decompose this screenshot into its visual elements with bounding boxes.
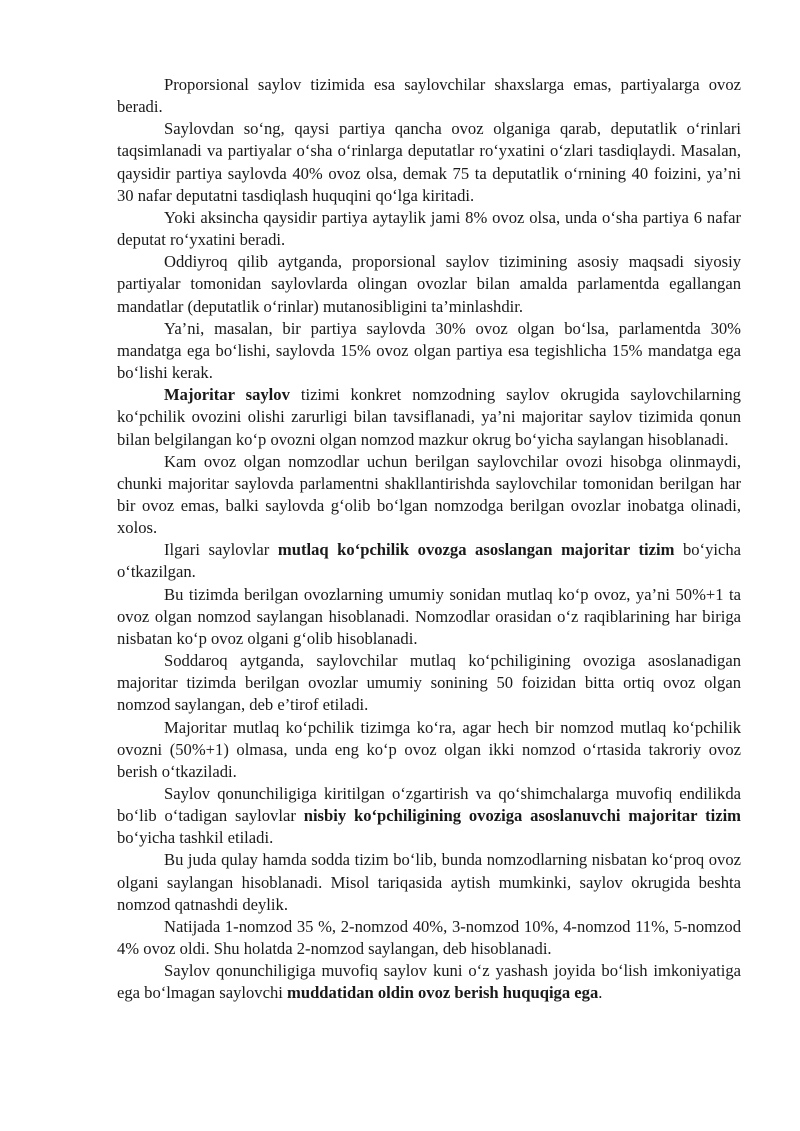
text-segment: tizimi konkret nomzodning saylov okrugida saylovchilarning ko‘pchilik ovozini olishi zarurligi bilan tavsiflanadi, ya’ni majoritar saylov tizimida qonun bilan belgilangan ko‘p ovozni olgan nomzod mazkur okrug bo‘yicha saylangan hisoblanadi. [117,385,741,449]
document-body [117,74,741,1005]
text-segment: Kam ovoz olgan nomzodlar uchun berilgan saylovchilar ovozi hisobga olinmaydi, chunki majoritar saylovda parlamentni shakllantirishda saylovchilar tomonidan berilgan har bir ovoz emas, balki saylovda g‘olib bo‘lgan nomzodga berilgan ovozlar inobatga olinadi, xolos. [117,451,741,538]
text-segment: Yoki aksincha qaysidir partiya aytaylik jami 8% ovoz olsa, unda o‘sha partiya 6 nafar deputat ro‘yxatini beradi. [117,207,741,250]
bold-term: nisbiy ko‘pchiligining ovoziga asoslanuvchi majoritar tizim [303,806,741,826]
text-segment: Saylovdan so‘ng, qaysi partiya qancha ovoz olganiga qarab, deputatlik o‘rinlari taqsimlanadi va partiyalar o‘sha o‘rinlarga deputatlar ro‘yxatini o‘zlari tasdiqlaydi. Masalan, qaysidir partiya saylovda 40% ovoz olsa, demak 75 ta deputatlik o‘rnining 40 foizini, ya’ni 30 nafar deputatni tasdiqlash huquqini qo‘lga kiritadi. [117,119,741,205]
paragraph [117,318,741,384]
paragraph [117,118,741,207]
bold-term: Majoritar saylov [164,385,290,405]
text-segment: Bu juda qulay hamda sodda tizim bo‘lib, bunda nomzodlarning nisbatan ko‘proq ovoz olgani saylangan hisoblanadi. Misol tariqasida aytish mumkinki, saylov okrugida beshta nomzod qatnashdi deylik. [117,850,741,914]
paragraph [117,783,741,849]
bold-term: muddatidan oldin ovoz berish huquqiga ega [287,983,599,1003]
text-segment: Saylov qonunchiligiga kiritilgan o‘zgartirish va qo‘shimchalarga muvofiq endilikda bo‘lib o‘tadigan saylovlar [117,784,741,826]
text-segment: . [598,983,603,1003]
text-segment: bo‘yicha tashkil etiladi. [117,828,274,848]
paragraph [117,539,741,583]
text-segment: bo‘yicha o‘tkazilgan. [117,540,742,582]
text-segment: Oddiyroq qilib aytganda, proporsional saylov tizimining asosiy maqsadi siyosiy partiyalar tomonidan saylovlarda olingan ovozlar bilan amalda parlamentda egallangan mandatlar (deputatlik o‘rinlar) mutanosibligini ta’minlashdir. [117,252,741,316]
text-segment: Majoritar mutlaq ko‘pchilik tizimga ko‘ra, agar hech bir nomzod mutlaq ko‘pchilik ovozni (50%+1) olmasa, unda eng ko‘p ovoz olgan ikki nomzod o‘rtasida takroriy ovoz berish o‘tkaziladi. [117,717,741,781]
paragraph [117,584,741,650]
text-segment: Saylov qonunchiligiga muvofiq saylov kuni o‘z yashash joyida bo‘lish imkoniyatiga ega bo‘lmagan saylovchi [117,961,741,1003]
paragraph [117,451,741,540]
paragraph [117,916,741,960]
paragraph [117,384,741,450]
text-segment: Ya’ni, masalan, bir partiya saylovda 30% ovoz olgan bo‘lsa, parlamentda 30% mandatga ega bo‘lishi, saylovda 15% ovoz olgan partiya esa tegishlicha 15% mandatga ega bo‘lishi kerak. [117,318,741,383]
paragraph [117,251,741,317]
paragraph [117,74,741,118]
paragraph [117,207,741,251]
paragraph [117,717,741,783]
paragraph [117,960,741,1004]
paragraph [117,849,741,915]
text-segment: Bu tizimda berilgan ovozlarning umumiy sonidan mutlaq ko‘p ovoz, ya’ni 50%+1 ta ovoz olgan nomzod saylangan hisoblanadi. Nomzodlar orasidan o‘z raqiblarining har biriga nisbatan ko‘p ovoz olgani g‘olib hisoblanadi. [117,584,741,648]
paragraph [117,650,741,716]
text-segment: Natijada 1-nomzod 35 %, 2-nomzod 40%, 3-nomzod 10%, 4-nomzod 11%, 5-nomzod 4% ovoz oldi. Shu holatda 2-nomzod saylangan, deb hisoblanadi. [117,916,741,959]
text-segment: Ilgari saylovlar [164,540,278,560]
text-segment: Proporsional saylov tizimida esa saylovchilar shaxslarga emas, partiyalarga ovoz beradi. [117,75,741,117]
bold-term: mutlaq ko‘pchilik ovozga asoslangan majoritar tizim [277,540,675,560]
text-segment: Soddaroq aytganda, saylovchilar mutlaq ko‘pchiligining ovoziga asoslanadigan majoritar tizimda berilgan ovozlar umumiy sonining 50 foizidan bitta ortiq ovoz olgan nomzod saylangan, deb e’tirof etiladi. [117,651,741,715]
